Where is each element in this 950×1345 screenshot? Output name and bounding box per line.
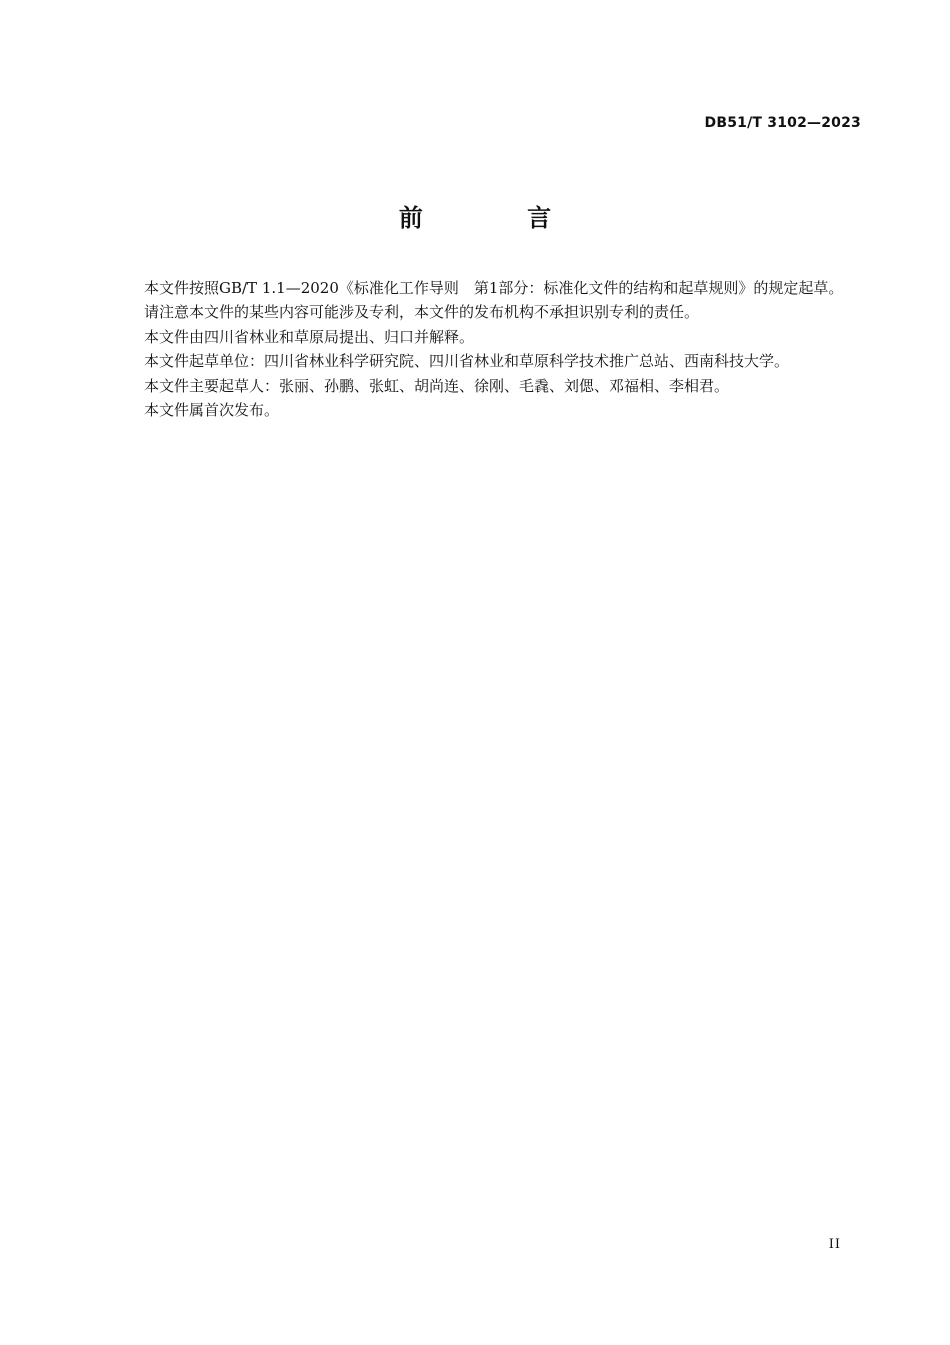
paragraph-drafting-rules: 本文件按照GB/T 1.1—2020《标准化工作导则 第1部分：标准化文件的结构和起草规则》的规定起草。 xyxy=(144,279,844,297)
page-number: II xyxy=(828,1237,841,1252)
paragraph-patent-notice: 请注意本文件的某些内容可能涉及专利，本文件的发布机构不承担识别专利的责任。 xyxy=(144,303,700,322)
paragraph-first-release: 本文件属首次发布。 xyxy=(144,401,280,420)
paragraph-drafting-units: 本文件起草单位：四川省林业科学研究院、四川省林业和草原科学技术推广总站、西南科技大学。 xyxy=(144,352,790,371)
paragraph-drafters: 本文件主要起草人：张丽、孙鹏、张虹、胡尚连、徐刚、毛毳、刘偲、邓福相、李相君。 xyxy=(144,376,730,395)
page-title: 前 言 xyxy=(398,204,600,232)
preface-body xyxy=(114,276,860,422)
standard-code: DB51/T 3102—2023 xyxy=(704,115,861,131)
paragraph-proposer: 本文件由四川省林业和草原局提出、归口并解释。 xyxy=(144,327,475,346)
